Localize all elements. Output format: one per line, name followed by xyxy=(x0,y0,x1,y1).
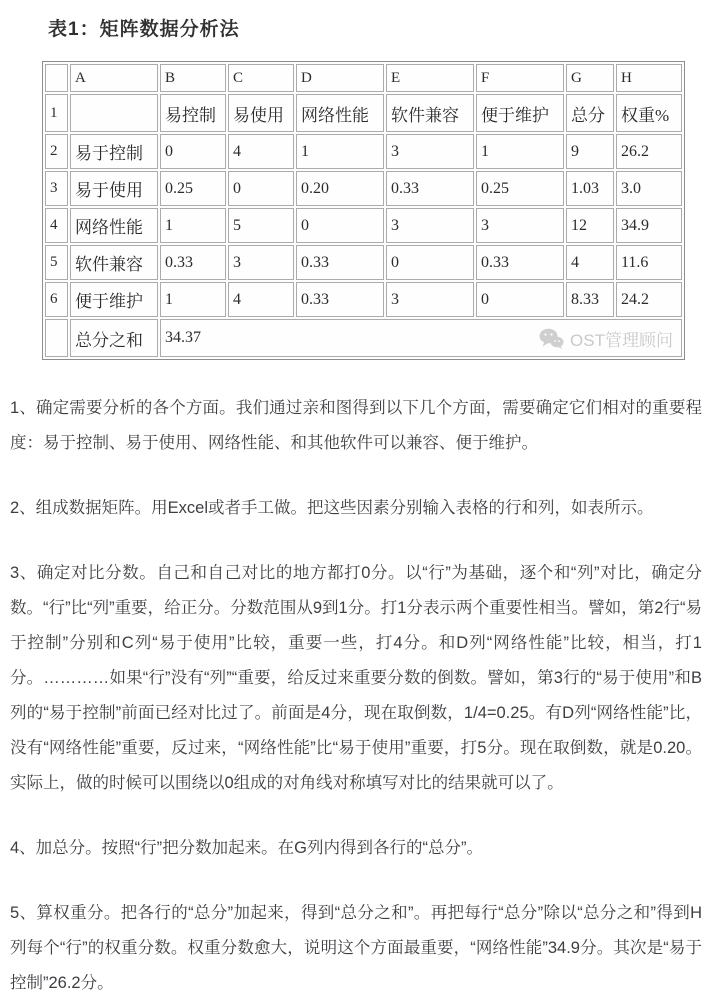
row-number: 2 xyxy=(45,134,68,169)
row-label: 软件兼容 xyxy=(70,245,158,280)
data-cell: 0 xyxy=(160,134,226,169)
column-letter: G xyxy=(566,64,614,92)
row-label: 易于控制 xyxy=(70,134,158,169)
data-cell: 3 xyxy=(386,134,474,169)
data-cell: 软件兼容 xyxy=(386,94,474,132)
data-cell: 3 xyxy=(228,245,294,280)
column-letter: C xyxy=(228,64,294,92)
data-cell: 0.25 xyxy=(160,171,226,206)
row-number xyxy=(45,319,68,357)
watermark xyxy=(539,326,673,351)
data-cell: 24.2 xyxy=(616,282,682,317)
table-title: 表1：矩阵数据分析法 xyxy=(48,19,240,40)
watermark-text: OST管理顾问 xyxy=(570,330,673,350)
data-cell: 8.33 xyxy=(566,282,614,317)
column-letter: D xyxy=(296,64,384,92)
column-letter: B xyxy=(160,64,226,92)
paragraph-2: 2、组成数据矩阵。用Excel或者手工做。把这些因素分别输入表格的行和列，如表所示。 xyxy=(10,499,654,517)
paragraph-1: 1、确定需要分析的各个方面。我们通过亲和图得到以下几个方面，需要确定它们相对的重要程度：易于控制、易于使用、网络性能、和其他软件可以兼容、便于维护。 xyxy=(10,399,702,452)
row-label: 易于使用 xyxy=(70,171,158,206)
total-cell-content xyxy=(165,326,677,351)
matrix-table-body xyxy=(45,64,682,357)
corner-cell xyxy=(45,64,68,92)
column-letter: A xyxy=(70,64,158,92)
column-letter: H xyxy=(616,64,682,92)
data-cell: 0.33 xyxy=(476,245,564,280)
instructions xyxy=(0,360,711,1001)
data-cell: 0 xyxy=(296,208,384,243)
data-cell: 便于维护 xyxy=(476,94,564,132)
data-cell: 0.20 xyxy=(296,171,384,206)
data-cell: 1 xyxy=(160,208,226,243)
data-cell: 易控制 xyxy=(160,94,226,132)
data-cell: 总分 xyxy=(566,94,614,132)
total-row xyxy=(45,319,682,357)
data-cell: 网络性能 xyxy=(296,94,384,132)
data-cell: 4 xyxy=(566,245,614,280)
data-cell: 3 xyxy=(476,208,564,243)
data-cell: 4 xyxy=(228,134,294,169)
row-number: 6 xyxy=(45,282,68,317)
row-number: 3 xyxy=(45,171,68,206)
data-cell: 0.25 xyxy=(476,171,564,206)
data-cell: 4 xyxy=(228,282,294,317)
data-cell: 0.33 xyxy=(296,245,384,280)
table-section xyxy=(0,0,711,360)
data-cell: 34.9 xyxy=(616,208,682,243)
data-cell: 0.33 xyxy=(386,171,474,206)
data-cell: 5 xyxy=(228,208,294,243)
data-cell: 0 xyxy=(228,171,294,206)
data-cell: 11.6 xyxy=(616,245,682,280)
table-row xyxy=(45,282,682,317)
data-cell: 9 xyxy=(566,134,614,169)
table-row xyxy=(45,94,682,132)
table-row xyxy=(45,134,682,169)
table-row xyxy=(45,171,682,206)
total-cell xyxy=(160,319,682,357)
data-cell: 12 xyxy=(566,208,614,243)
data-cell: 3 xyxy=(386,282,474,317)
data-cell: 1 xyxy=(160,282,226,317)
column-letter: F xyxy=(476,64,564,92)
data-cell: 1 xyxy=(296,134,384,169)
paragraph-4: 4、加总分。按照“行”把分数加起来。在G列内得到各行的“总分”。 xyxy=(10,839,483,857)
data-cell: 0.33 xyxy=(160,245,226,280)
data-cell: 易使用 xyxy=(228,94,294,132)
row-number: 4 xyxy=(45,208,68,243)
total-value: 34.37 xyxy=(165,329,201,346)
data-cell: 3.0 xyxy=(616,171,682,206)
row-number: 5 xyxy=(45,245,68,280)
row-number: 1 xyxy=(45,94,68,132)
data-cell: 1 xyxy=(476,134,564,169)
column-letter: E xyxy=(386,64,474,92)
data-cell: 0.33 xyxy=(296,282,384,317)
matrix-table xyxy=(42,61,685,360)
wechat-icon xyxy=(539,328,564,349)
letter-row xyxy=(45,64,682,92)
total-label: 总分之和 xyxy=(70,319,158,357)
row-label xyxy=(70,94,158,132)
data-cell: 1.03 xyxy=(566,171,614,206)
data-cell: 权重% xyxy=(616,94,682,132)
data-cell: 3 xyxy=(386,208,474,243)
paragraph-5: 5、算权重分。把各行的“总分”加起来，得到“总分之和”。再把每行“总分”除以“总分之和”得到H列每个“行”的权重分数。权重分数愈大，说明这个方面最重要，“网络性能”34.9分。其次是“易于控制”26.2分。 xyxy=(10,904,702,992)
data-cell: 0 xyxy=(386,245,474,280)
row-label: 网络性能 xyxy=(70,208,158,243)
table-row xyxy=(45,245,682,280)
table-row xyxy=(45,208,682,243)
row-label: 便于维护 xyxy=(70,282,158,317)
paragraph-3: 3、确定对比分数。自己和自己对比的地方都打0分。以“行”为基础，逐个和“列”对比，确定分数。“行”比“列”重要，给正分。分数范围从9到1分。打1分表示两个重要性相当。譬如，第2行“易于控制”分别和C列“易于使用”比较，重要一些，打4分。和D列“网络性能”比较，相当，打1分。…………如果“行”没有“列”“重要，给反过来重要分数的倒数。譬如，第3行的“易于使用”和B列的“易于控制”前面已经对比过了。前面是4分，现在取倒数，1/4=0.25。有D列“网络性能”比，没有“网络性能”重要，反过来，“网络性能”比“易于使用”重要，打5分。现在取倒数，就是0.20。实际上，做的时候可以围绕以0组成的对角线对称填写对比的结果就可以了。 xyxy=(10,564,702,792)
data-cell: 0 xyxy=(476,282,564,317)
data-cell: 26.2 xyxy=(616,134,682,169)
